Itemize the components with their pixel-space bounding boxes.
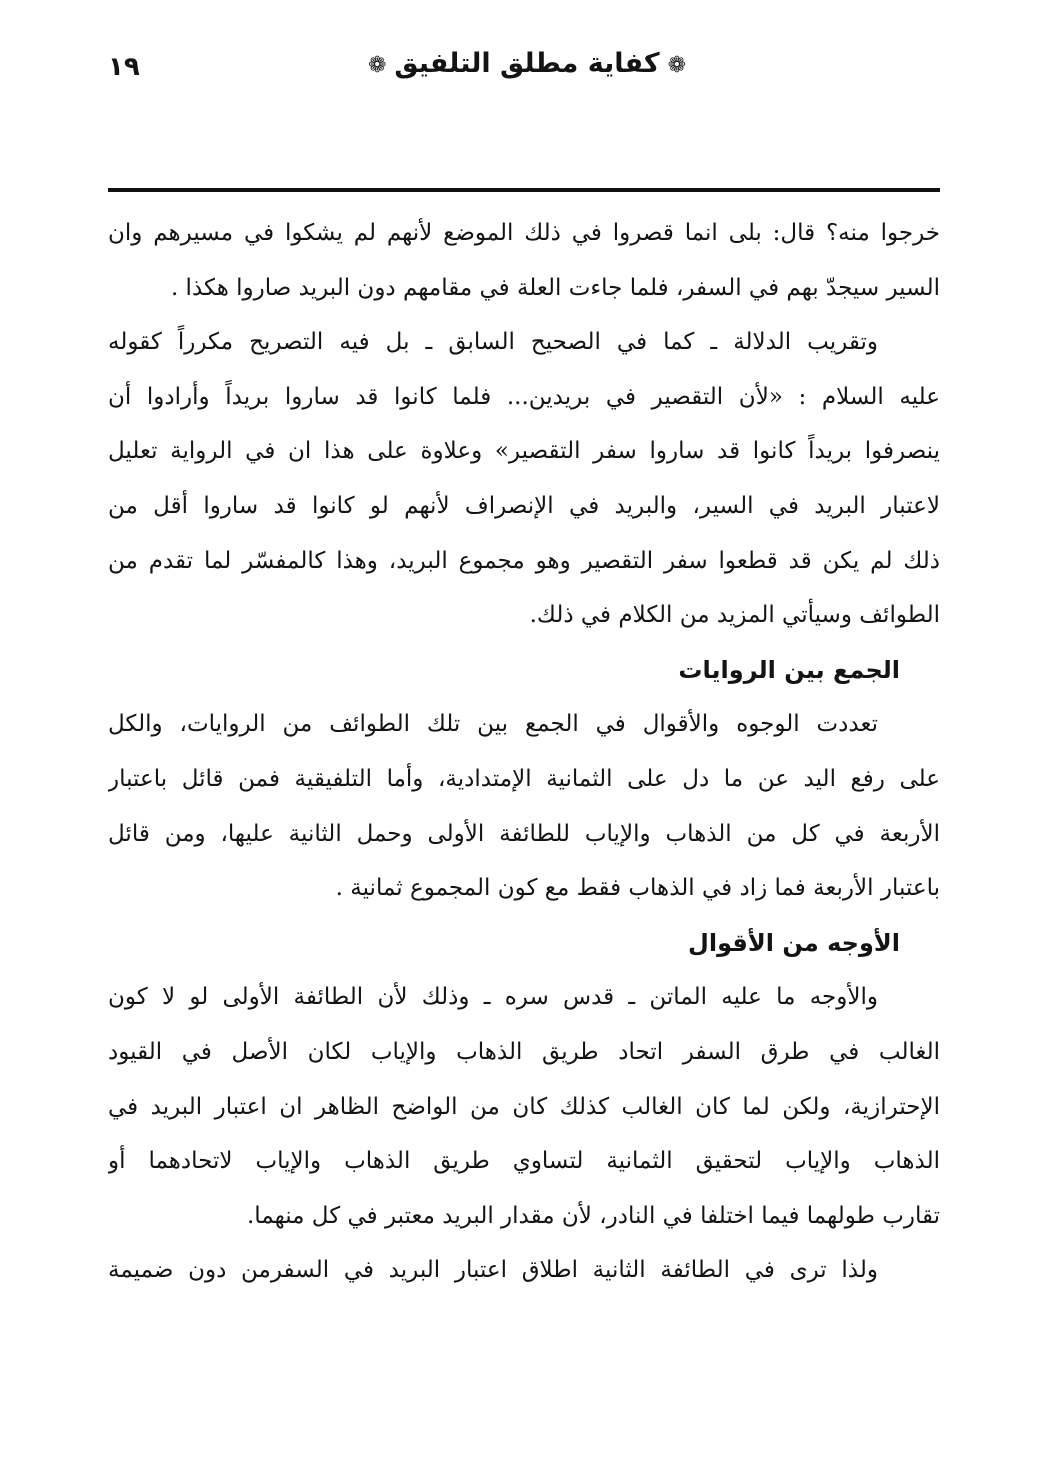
- running-header: [0, 48, 1054, 79]
- text-line: الأربعة في كل من الذهاب والإياب للطائفة الأولى وحمل الثانية عليها، ومن قائل: [108, 820, 940, 847]
- text-line: والأوجه ما عليه الماتن ـ قدس سره ـ وذلك لأن الطائفة الأولى لو لا كون: [108, 984, 878, 1011]
- text-line: تقارب طولهما فيما اختلفا في النادر، لأن مقدار البريد معتبر في كل منهما.: [247, 1202, 940, 1229]
- text-line: الإحترازية، ولكن لما كان الغالب كذلك كان من الواضح الظاهر ان اعتبار البريد في: [108, 1093, 940, 1120]
- text-line: ينصرفوا بريداً كانوا قد ساروا سفر التقصير» وعلاوة على هذا ان في الرواية تعليل: [108, 438, 940, 465]
- text-line: وتقريب الدلالة ـ كما في الصحيح السابق ـ بل فيه التصريح مكرراً كقوله: [108, 329, 878, 356]
- text-line: لاعتبار البريد في السير، والبريد في الإنصراف لأنهم لو كانوا قد ساروا أقل من: [108, 492, 940, 519]
- text-line: ذلك لم يكن قد قطعوا سفر التقصير وهو مجموع البريد، وهذا كالمفسّر لما تقدم من: [108, 547, 940, 574]
- text-line: ولذا ترى في الطائفة الثانية اطلاق اعتبار البريد في السفرمن دون ضميمة: [108, 1257, 878, 1284]
- text-line: على رفع اليد عن ما دل على الثمانية الإمتدادية، وأما التلفيقية فمن قائل باعتبار: [108, 765, 940, 792]
- text-line: الذهاب والإياب لتحقيق الثمانية لتساوي طريق الذهاب والإياب لاتحادهما أو: [108, 1148, 940, 1175]
- text-line: باعتبار الأربعة فما زاد في الذهاب فقط مع كون المجموع ثمانية .: [335, 875, 940, 902]
- header-divider: [108, 188, 940, 192]
- text-line: خرجوا منه؟ قال: بلى انما قصروا في ذلك الموضع لأنهم لم يشكوا في مسيرهم وان: [108, 220, 940, 246]
- text-line: الغالب في طرق السفر اتحاد طريق الذهاب والإياب لكان الأصل في القيود: [108, 1038, 940, 1065]
- text-line: الطوائف وسيأتي المزيد من الكلام في ذلك.: [529, 602, 940, 629]
- body-text: [108, 206, 940, 1298]
- text-line: السير سيجدّ بهم في السفر، فلما جاءت العلة في مقامهم دون البريد صاروا هكذا .: [170, 274, 940, 301]
- section-heading: الأوجه من الأقوال: [688, 928, 900, 957]
- ornament-left-icon: ❁: [367, 53, 387, 78]
- ornament-right-icon: ❁: [667, 53, 687, 78]
- section-heading: الجمع بين الروايات: [678, 655, 900, 684]
- text-line: عليه السلام : «لأن التقصير في بريدين... فلما كانوا قد ساروا بريداً وأرادوا أن: [108, 383, 940, 410]
- text-line: تعددت الوجوه والأقوال في الجمع بين تلك الطوائف من الروايات، والكل: [108, 711, 878, 738]
- book-title: كفاية مطلق التلفيق: [394, 48, 660, 79]
- page-number: ١٩: [108, 52, 140, 82]
